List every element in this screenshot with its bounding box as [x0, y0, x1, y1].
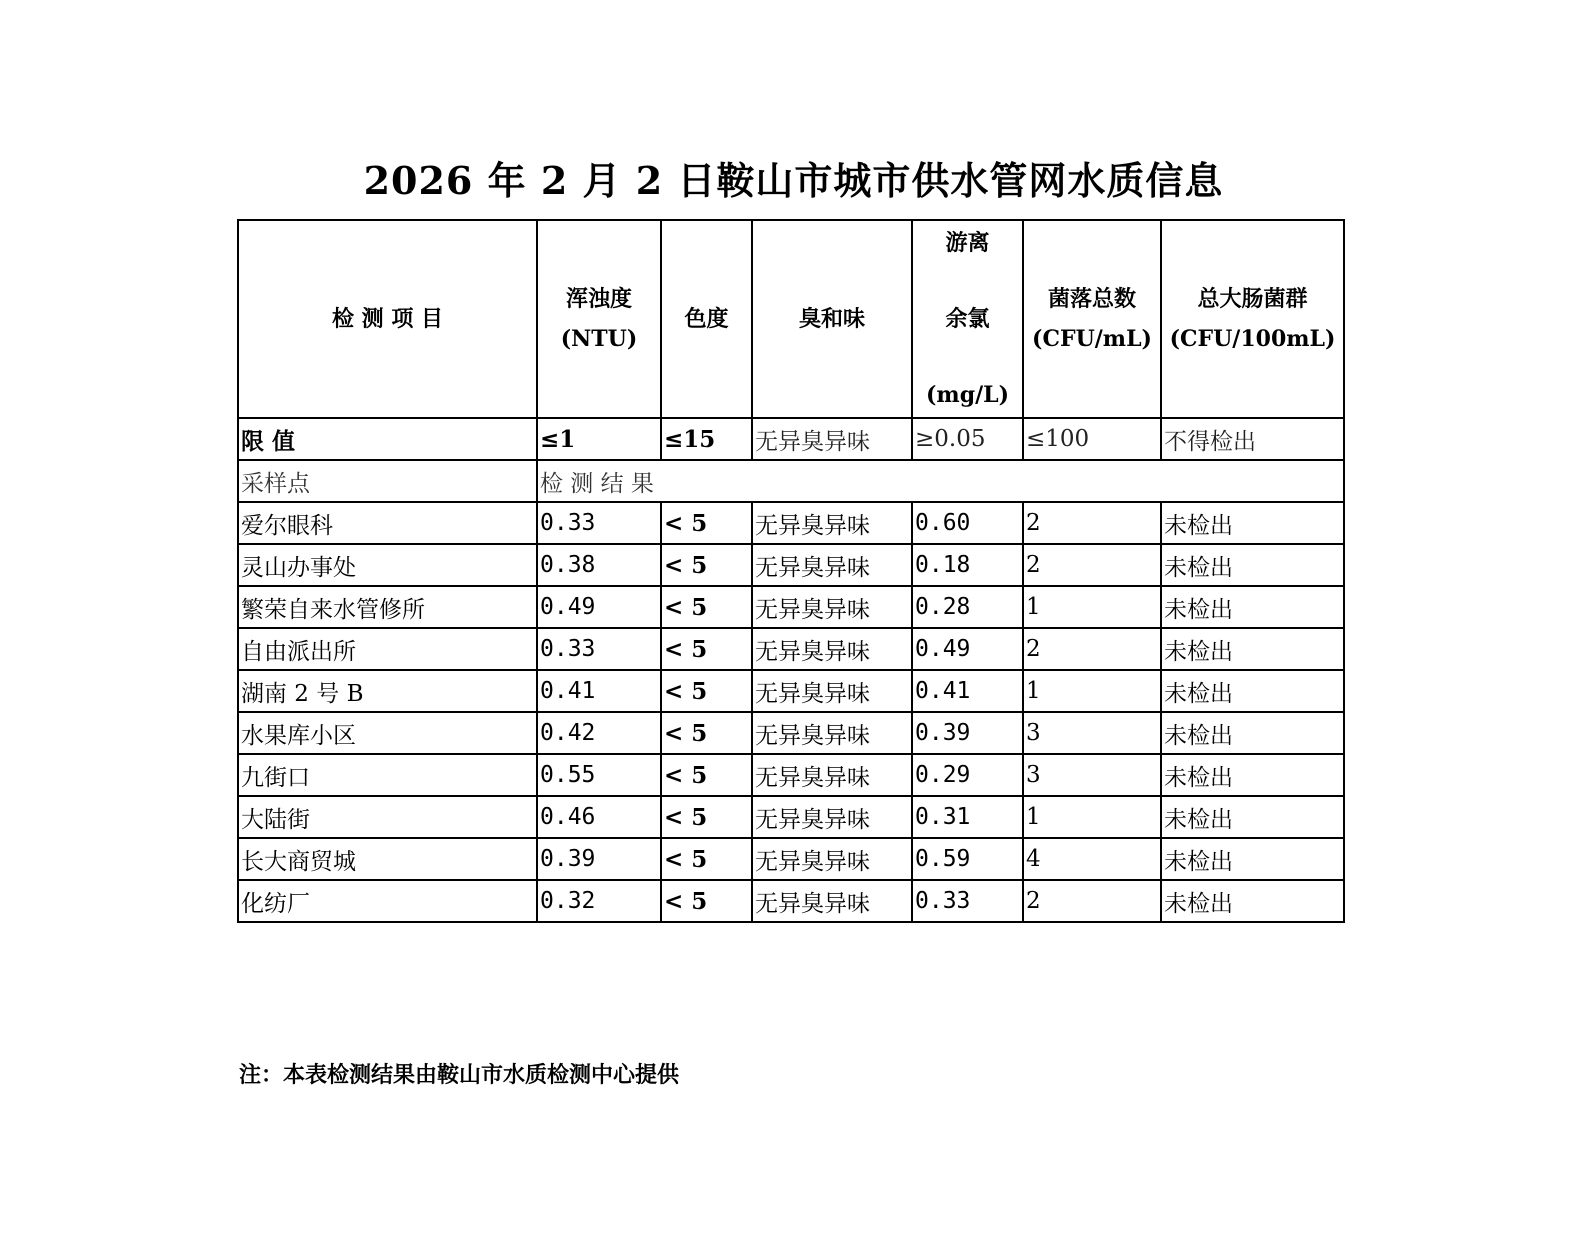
cell-coliform: 未检出	[1161, 754, 1344, 796]
cell-coliform: 未检出	[1161, 628, 1344, 670]
limit-odor: 无异臭异味	[752, 418, 912, 460]
sample-point-label: 采样点	[238, 460, 537, 502]
cell-colony: 1	[1023, 670, 1161, 712]
header-odor	[752, 220, 912, 418]
limit-color: ≤15	[661, 418, 752, 460]
cell-site: 繁荣自来水管修所	[238, 586, 537, 628]
cell-site: 水果库小区	[238, 712, 537, 754]
results-label: 检 测 结 果	[537, 460, 1344, 502]
data-rows	[238, 502, 1344, 922]
cell-site: 九街口	[238, 754, 537, 796]
cell-coliform: 未检出	[1161, 838, 1344, 880]
cell-chlorine: 0.31	[912, 796, 1023, 838]
header-item-label: 检 测 项 目	[332, 306, 443, 332]
limit-row	[238, 418, 1344, 460]
cell-coliform: 未检出	[1161, 586, 1344, 628]
header-color	[661, 220, 752, 418]
header-colony-name: 菌落总数	[1047, 286, 1136, 312]
cell-site: 长大商贸城	[238, 838, 537, 880]
cell-color: < 5	[661, 838, 752, 880]
cell-odor: 无异臭异味	[752, 838, 912, 880]
cell-turbidity: 0.46	[537, 796, 661, 838]
cell-colony: 2	[1023, 502, 1161, 544]
cell-site: 大陆街	[238, 796, 537, 838]
cell-chlorine: 0.18	[912, 544, 1023, 586]
cell-color: < 5	[661, 502, 752, 544]
cell-chlorine: 0.49	[912, 628, 1023, 670]
table-row	[238, 712, 1344, 754]
cell-chlorine: 0.28	[912, 586, 1023, 628]
cell-odor: 无异臭异味	[752, 586, 912, 628]
table-row	[238, 502, 1344, 544]
header-chlorine	[912, 220, 1023, 418]
cell-coliform: 未检出	[1161, 712, 1344, 754]
cell-turbidity: 0.41	[537, 670, 661, 712]
cell-color: < 5	[661, 544, 752, 586]
cell-color: < 5	[661, 628, 752, 670]
cell-colony: 3	[1023, 754, 1161, 796]
water-quality-table	[237, 219, 1345, 923]
cell-color: < 5	[661, 586, 752, 628]
cell-site: 自由派出所	[238, 628, 537, 670]
cell-site: 化纺厂	[238, 880, 537, 922]
cell-odor: 无异臭异味	[752, 712, 912, 754]
cell-coliform: 未检出	[1161, 796, 1344, 838]
header-coliform-unit: (CFU/100mL)	[1169, 326, 1336, 352]
cell-odor: 无异臭异味	[752, 628, 912, 670]
cell-odor: 无异臭异味	[752, 502, 912, 544]
header-colony-unit: (CFU/mL)	[1032, 326, 1152, 352]
cell-color: < 5	[661, 796, 752, 838]
cell-turbidity: 0.39	[537, 838, 661, 880]
cell-site: 灵山办事处	[238, 544, 537, 586]
cell-colony: 1	[1023, 586, 1161, 628]
limit-chlorine: ≥0.05	[912, 418, 1023, 460]
header-color-label: 色度	[684, 306, 729, 332]
cell-coliform: 未检出	[1161, 544, 1344, 586]
table-row	[238, 880, 1344, 922]
table-row	[238, 838, 1344, 880]
cell-odor: 无异臭异味	[752, 754, 912, 796]
table-row	[238, 796, 1344, 838]
cell-colony: 3	[1023, 712, 1161, 754]
cell-coliform: 未检出	[1161, 880, 1344, 922]
cell-colony: 4	[1023, 838, 1161, 880]
cell-chlorine: 0.33	[912, 880, 1023, 922]
cell-colony: 1	[1023, 796, 1161, 838]
limit-colony: ≤100	[1023, 418, 1161, 460]
cell-site: 爱尔眼科	[238, 502, 537, 544]
header-colony	[1023, 220, 1161, 418]
cell-color: < 5	[661, 754, 752, 796]
table-row	[238, 670, 1344, 712]
header-turbidity-name: 浑浊度	[565, 286, 632, 312]
header-odor-label: 臭和味	[798, 306, 865, 332]
cell-colony: 2	[1023, 628, 1161, 670]
limit-label: 限 值	[238, 418, 537, 460]
cell-odor: 无异臭异味	[752, 880, 912, 922]
cell-turbidity: 0.33	[537, 502, 661, 544]
cell-turbidity: 0.49	[537, 586, 661, 628]
cell-color: < 5	[661, 880, 752, 922]
cell-odor: 无异臭异味	[752, 796, 912, 838]
table-row	[238, 586, 1344, 628]
cell-chlorine: 0.41	[912, 670, 1023, 712]
cell-chlorine: 0.29	[912, 754, 1023, 796]
cell-turbidity: 0.38	[537, 544, 661, 586]
cell-coliform: 未检出	[1161, 670, 1344, 712]
cell-chlorine: 0.39	[912, 712, 1023, 754]
header-chlorine-line3: (mg/L)	[926, 382, 1009, 408]
page-title: 2026 年 2 月 2 日鞍山市城市供水管网水质信息	[363, 158, 1224, 203]
cell-turbidity: 0.42	[537, 712, 661, 754]
cell-odor: 无异臭异味	[752, 544, 912, 586]
header-item	[238, 220, 537, 418]
header-coliform-name: 总大肠菌群	[1197, 286, 1308, 312]
section-row	[238, 460, 1344, 502]
header-turbidity-unit: (NTU)	[560, 326, 638, 352]
table-row	[238, 628, 1344, 670]
header-chlorine-line1: 游离	[945, 230, 990, 256]
cell-site: 湖南 2 号 B	[238, 670, 537, 712]
cell-color: < 5	[661, 712, 752, 754]
header-row	[238, 220, 1344, 418]
cell-chlorine: 0.60	[912, 502, 1023, 544]
table-row	[238, 544, 1344, 586]
cell-coliform: 未检出	[1161, 502, 1344, 544]
cell-odor: 无异臭异味	[752, 670, 912, 712]
cell-color: < 5	[661, 670, 752, 712]
table-row	[238, 754, 1344, 796]
limit-turbidity: ≤1	[537, 418, 661, 460]
header-coliform	[1161, 220, 1344, 418]
cell-colony: 2	[1023, 544, 1161, 586]
cell-turbidity: 0.33	[537, 628, 661, 670]
cell-colony: 2	[1023, 880, 1161, 922]
cell-turbidity: 0.32	[537, 880, 661, 922]
header-chlorine-line2: 余氯	[945, 306, 990, 332]
limit-coliform: 不得检出	[1161, 418, 1344, 460]
footnote: 注：本表检测结果由鞍山市水质检测中心提供	[239, 1062, 680, 1088]
cell-turbidity: 0.55	[537, 754, 661, 796]
cell-chlorine: 0.59	[912, 838, 1023, 880]
header-turbidity	[537, 220, 661, 418]
